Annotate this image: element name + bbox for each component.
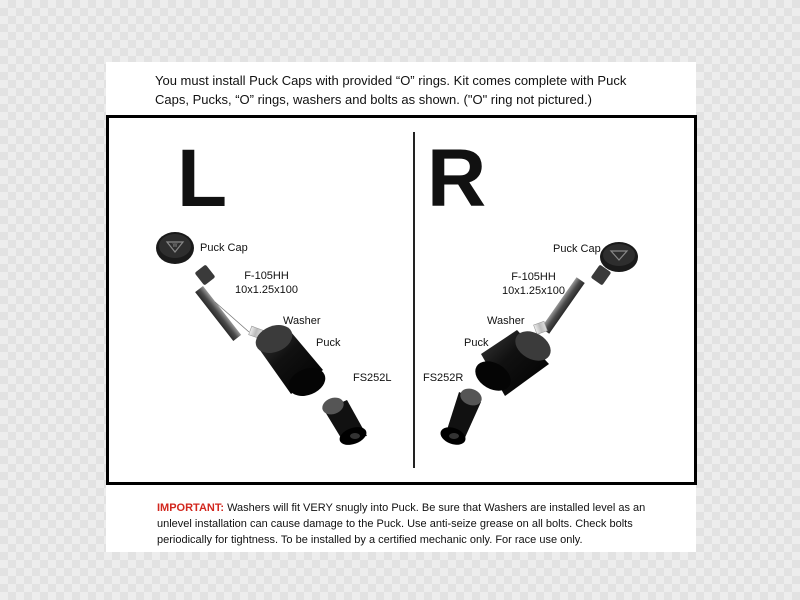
diagram-panel (106, 115, 697, 485)
left-bolt-label: F-105HH 10x1.25x100 (235, 270, 298, 296)
left-puck-cap-label: Puck Cap (200, 242, 248, 254)
left-puck (252, 320, 330, 401)
left-slider-label: FS252L (353, 372, 392, 384)
right-bolt-label: F-105HH 10x1.25x100 (502, 271, 565, 297)
right-puck-cap (600, 242, 638, 272)
right-puck-cap-label: Puck Cap (553, 243, 601, 255)
important-note (157, 500, 657, 548)
left-slider (320, 395, 369, 449)
right-puck-label: Puck (464, 337, 489, 349)
intro-text: You must install Puck Caps with provided “O” rings. Kit comes complete with Puck Caps, Pucks, “O” rings, washers and bolts as shown. ("O" ring not pictured.) (155, 73, 627, 107)
svg-text:W: W (172, 243, 178, 249)
right-slider-label: FS252R (423, 372, 464, 384)
important-note-text: Washers will fit VERY snugly into Puck. Be sure that Washers are installed level as an unlevel installation can cause damage to the Puck. Use anti-seize grease on all bolts. Check bolts periodically for tightness. To be installed by a certified mechanic only. For race use only. (157, 502, 646, 546)
right-side-letter: R (427, 133, 487, 224)
left-washer-label: Washer (283, 315, 321, 327)
left-puck-cap (156, 232, 194, 264)
parts-illustration (109, 118, 694, 482)
important-label: IMPORTANT: (157, 502, 225, 514)
right-washer-label: Washer (487, 315, 525, 327)
left-side-letter: L (177, 133, 228, 224)
right-slider (438, 386, 484, 448)
left-puck-label: Puck (316, 337, 341, 349)
